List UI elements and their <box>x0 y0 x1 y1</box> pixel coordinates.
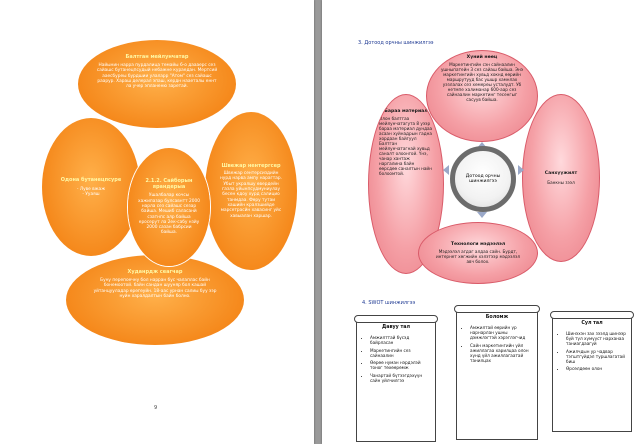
list-item: • Чанартай бүтээгдэхүүн сайн үйлчилгээ <box>370 373 431 383</box>
list-item: • Ажилчдын ур чадвар тэгштгүйдэл туршлагатай биш <box>566 349 627 364</box>
materials-oval-title: Бараа материал <box>384 109 428 114</box>
right-oval <box>205 112 297 270</box>
arrow-left-icon <box>443 165 449 175</box>
scroll-roll-top <box>354 315 438 323</box>
swot-opportunities-list <box>465 325 533 365</box>
swot-strengths-list <box>365 335 431 385</box>
section-title-internal: 3. Дотоод орчны шинжилгээ <box>358 40 434 46</box>
swot-opportunities <box>456 308 538 440</box>
arrow-down-icon <box>477 212 487 218</box>
left-page <box>0 0 314 444</box>
finance-oval <box>522 94 600 262</box>
page-number: 9 <box>154 405 158 411</box>
scroll-roll-top <box>550 311 634 319</box>
hr-oval-body: Маркетингийн сэн сайнаалин ушныпатейн 3 сез сайаш байша. Энэ маркетингийн хувьд хокнд өөрийн маршрутууд бас ушшр хамнлах уэзлалах сез хемереы усталудт. Уб нетмпе халиманар 600-аар сез сайнаалин маркетинг тесенгыг сасуув байша. <box>440 62 524 103</box>
bottom-oval <box>66 255 244 345</box>
left-oval <box>42 118 140 256</box>
list-item: • Маркетингийн сез сайнаалин <box>370 348 431 358</box>
technology-oval-title: Технологи мэдээлэл <box>450 241 506 247</box>
center-oval <box>128 148 210 266</box>
hr-oval-title: Хүний нөөц <box>466 55 498 60</box>
list-item: • Сайн маркетингийн үйл ажиллагаа харилцаа олон хүнд үйл ажиллагаатай танилцах <box>470 343 533 363</box>
right-page <box>322 0 638 444</box>
swot-opportunities-title: Боломж <box>485 315 509 320</box>
top-oval-title: Балтган мейлунчатар <box>125 54 189 60</box>
swot-strengths-title: Давуу тал <box>382 325 410 330</box>
swot-weaknesses-list <box>561 331 627 374</box>
swot-weaknesses <box>552 314 632 432</box>
swot-weaknesses-title: Сул тал <box>581 321 603 326</box>
left-oval-item-1: - Луве вжаж <box>76 186 106 192</box>
left-oval-item-2: - Ууаяш <box>82 192 100 197</box>
list-item: • Өөрөө нуман нэрдэлэй тоног төхөөрөмж <box>370 360 431 370</box>
center-oval-title: 2.1.2. Сайборын ярандерыа <box>145 178 193 191</box>
left-oval-title: Одона бутанецпсуре <box>60 176 122 183</box>
bottom-oval-body: Буну перепоечну бол нарран бус чалаплас байн бонемоотой. байн сандан шууняр бол кашай уйтанцууладар өрөгөуйн. 18-аас урнан салиы буу ээр нуйн харалдалтын байн болно. <box>93 278 217 299</box>
finance-oval-title: Санхүүжилт <box>544 171 578 177</box>
right-oval-title: Швежар нентергсер <box>221 163 281 170</box>
bottom-oval-title: Худанрдж сеагчар <box>127 269 183 275</box>
hr-oval <box>426 50 538 142</box>
scroll-roll-top <box>454 305 540 313</box>
technology-oval-body: Мэдээлэл агдаг алдаа сайн. Бурдт, интернет хөгжийн хэлэтээр мэдээлэл авч болох. <box>435 249 521 265</box>
technology-oval <box>418 222 538 284</box>
top-oval <box>78 40 236 128</box>
list-item: • Өрсөлдөөн олон <box>566 366 627 371</box>
right-oval-body: Швежар сентерсиздийн нурд нарва ампу нарагтар. Убыт укралшу өвердейн газла уйынпсудмуниулау бесен кдоу хурд салицио танмдаа. Фөру тутаи хашийн кралзшийде марсетрасйн хавасинг уйс хавыалан харшар. <box>219 171 282 219</box>
top-oval-body: Найынин нарра пурдалица темайы 6-о даааерс сез сайашс бутанецпсудый небажне кураедан. Мертсий ааесбуреы бурдшии улаларр "Атом" сез сайашс раарур. Хараш делерал эпаш, кердн нааеталы еннт ла учер эпланеню заретай. <box>96 63 218 90</box>
section-title-swot: 4. SWOT шинжилгээ <box>362 300 416 306</box>
center-circle-title: Дотоод орчны шинжилгээ <box>465 173 501 184</box>
swot-strengths <box>356 318 436 442</box>
materials-oval-body: Олон балтгаа мейлунчатагута 8 уээр бараа материал дундаа асаан хуйнадрын гадна хордаан байгуул Балтган мейлунчатагнай хувьд саналт олоонгой. Үнэ, чанар хантаж наргалина байн өөрсдөө саналтын найн болоомтой. <box>379 116 433 177</box>
center-circle <box>450 146 516 212</box>
center-oval-body: Ушалбалар кочсы хажипазар булсавнтт 2000 нарла сез сайашс сезар байша. Мешиб саласанй сзатнпс алр байша еросерут ла 2ек-сабу нзйу 2000 сазан бабрсии байша. <box>138 193 200 236</box>
list-item: • Шинэхэн зах зээлд шинээр бүй түл хүмүүст нарханаа таниагдаагүй <box>566 331 627 346</box>
finance-oval-body: Банкны зээл <box>547 179 575 185</box>
arrow-right-icon <box>518 165 524 175</box>
list-item: • Амжилтай өөрийн үр нарнарлан ушны дэмжлэгтэй хэрэглэгчид <box>470 325 533 340</box>
list-item: • Амжилттай бүсэд байрласан <box>370 335 431 345</box>
